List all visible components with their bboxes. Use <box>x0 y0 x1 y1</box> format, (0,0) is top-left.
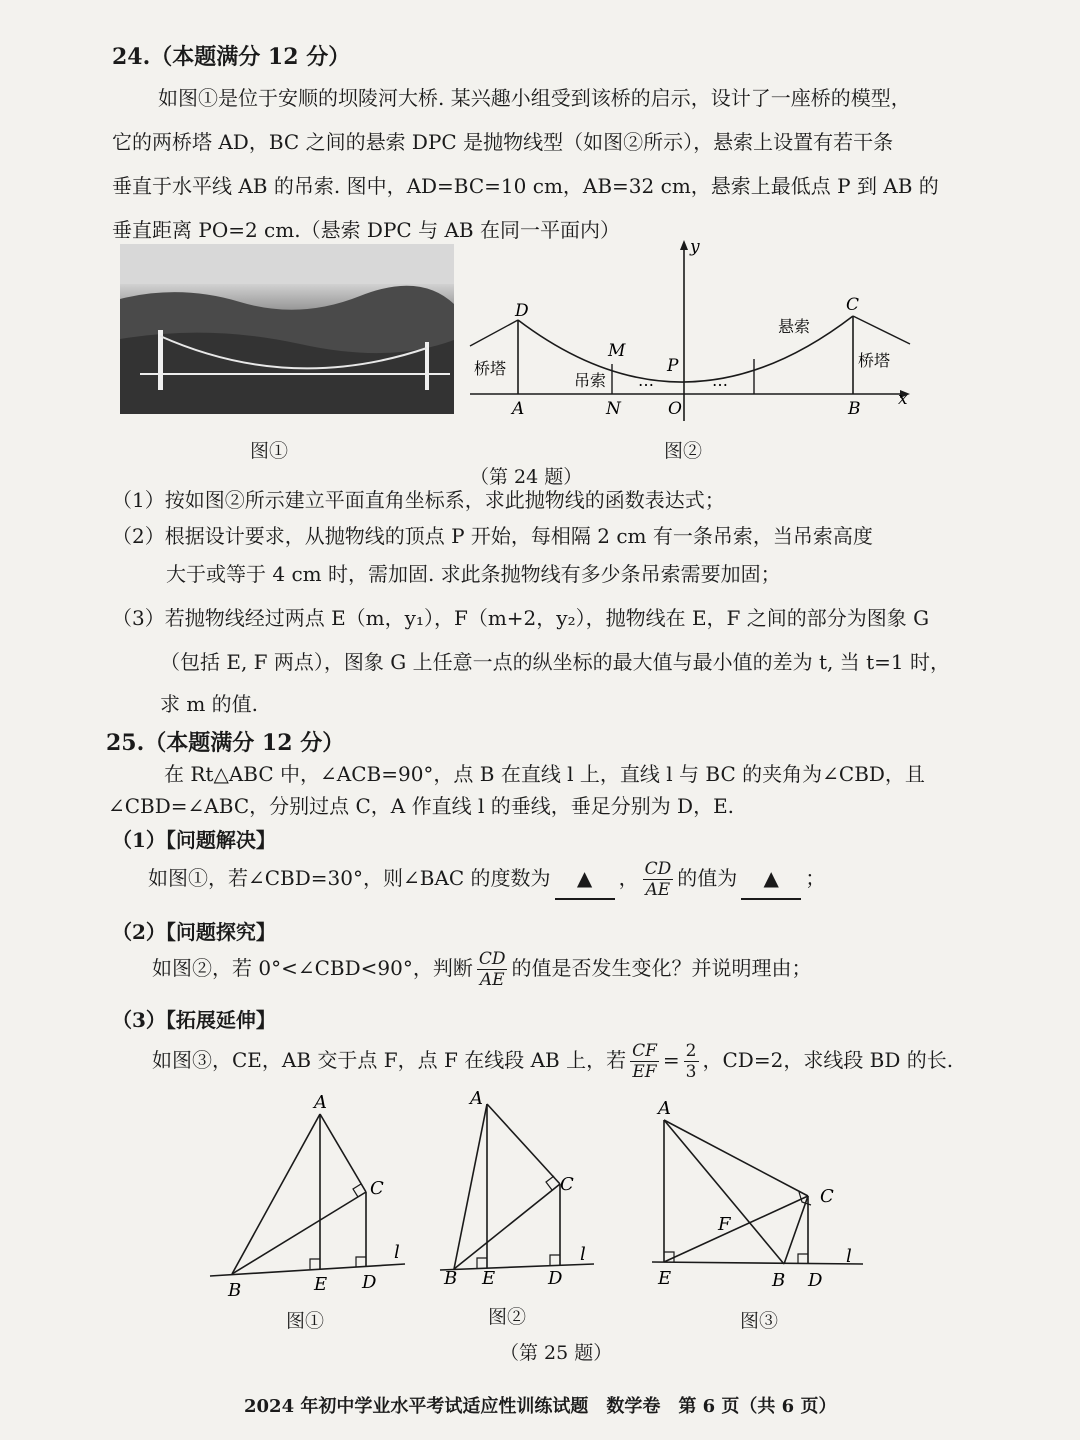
q25-p2-text-a: 如图②，若 0°<∠CBD<90°，判断 <box>152 956 473 980</box>
q25-line-1: 在 Rt△ABC 中，∠ACB=90°，点 B 在直线 l 上，直线 l 与 BC 的夹角为∠CBD，且 <box>164 762 925 786</box>
q25-caption: （第 25 题） <box>500 1342 613 1364</box>
bridge-diagram <box>460 236 930 426</box>
fraction-cd-ae <box>643 859 674 900</box>
svg-text:E: E <box>482 1268 496 1289</box>
label-tower-left: 桥塔 <box>474 359 507 378</box>
svg-text:B: B <box>772 1270 786 1291</box>
q24-part-3c: 求 m 的值. <box>160 692 259 716</box>
q24-part-3: （3）若抛物线经过两点 E（m，y₁），F（m+2，y₂），抛物线在 E，F 之间的部分为图象 G <box>112 606 930 630</box>
label-tower-right: 桥塔 <box>858 351 891 370</box>
q25-p2-text-b: 的值是否发生变化？并说明理由； <box>511 956 812 980</box>
fraction-cf-ef: $\frac{CF}{EF}$ <box>632 1041 657 1082</box>
dots-left: … <box>638 371 654 390</box>
svg-text:l: l <box>580 1244 586 1265</box>
q25-p1-text-b: ， <box>618 866 639 890</box>
fraction-2-3: $\frac{2}{3}$ <box>685 1041 697 1082</box>
bridge-photo <box>120 244 454 414</box>
label-D: D <box>515 301 529 321</box>
label-B: B <box>848 399 861 419</box>
q24-line-2: 它的两桥塔 AD，BC 之间的悬索 DPC 是抛物线型（如图②所示），悬索上设置有若干条 <box>112 130 894 154</box>
answer-blank-1: ▲ <box>555 858 615 900</box>
q24-fig1-label: 图① <box>250 440 289 462</box>
label-y: y <box>690 237 700 257</box>
q24-part-3b: （包括 E, F 两点），图象 G 上任意一点的纵坐标的最大值与最小值的差为 t, 当 t=1 时， <box>160 650 950 674</box>
q25-p3-line <box>152 1040 953 1082</box>
q25-figure-1 <box>200 1088 420 1304</box>
q25-p3-text-a: 如图③，CE，AB 交于点 F，点 F 在线段 AB 上，若 <box>152 1048 627 1072</box>
q25-fig3-label: 图③ <box>740 1310 779 1332</box>
fraction-cd-ae-2: $\frac{CD}{AE}$ <box>478 949 506 990</box>
q24-caption: （第 24 题） <box>470 466 583 488</box>
label-M: M <box>608 341 626 361</box>
q25-header: 25.（本题满分 12 分） <box>106 730 345 756</box>
svg-text:l: l <box>846 1246 852 1267</box>
q24-header: 24.（本题满分 12 分） <box>112 44 351 70</box>
q25-p3-eq: = <box>662 1048 680 1072</box>
q24-part-1: （1）按如图②所示建立平面直角坐标系，求此抛物线的函数表达式； <box>112 488 725 512</box>
svg-text:E: E <box>314 1274 328 1295</box>
svg-text:C: C <box>370 1178 384 1199</box>
q24-fig2-label: 图② <box>664 440 703 462</box>
label-x: x <box>898 389 908 409</box>
q25-p3-text-b: ，CD=2，求线段 BD 的长. <box>702 1048 954 1072</box>
svg-text:A: A <box>470 1088 483 1109</box>
svg-text:B: B <box>228 1280 242 1301</box>
dots-right: … <box>712 371 728 390</box>
q25-p1-title: （1）【问题解决】 <box>112 828 276 852</box>
q25-figure-2 <box>432 1084 602 1304</box>
q24-part-2: （2）根据设计要求，从抛物线的顶点 P 开始，每相隔 2 cm 有一条吊索，当吊索高度 <box>112 524 873 548</box>
svg-text:C: C <box>820 1186 834 1207</box>
fraction-cd-num: CD <box>644 859 672 879</box>
q24-line-4: 垂直距离 PO=2 cm.（悬索 DPC 与 AB 在同一平面内） <box>112 218 620 242</box>
label-hanger: 吊索 <box>574 371 607 390</box>
bridge-photo-art <box>120 244 454 414</box>
svg-text:l: l <box>394 1242 400 1263</box>
svg-text:D: D <box>362 1272 377 1293</box>
label-P: P <box>667 356 679 376</box>
svg-text:D: D <box>808 1270 823 1291</box>
q25-p1-text-d: ； <box>805 866 826 890</box>
label-C: C <box>846 295 860 315</box>
svg-text:C: C <box>560 1174 574 1195</box>
svg-text:F: F <box>718 1214 731 1235</box>
q25-figure-3 <box>648 1094 868 1304</box>
q25-p1-text-a: 如图①，若∠CBD=30°，则∠BAC 的度数为 <box>148 866 551 890</box>
q25-p1-text-c: 的值为 <box>677 866 738 890</box>
answer-blank-2: ▲ <box>741 858 801 900</box>
q24-part-2b: 大于或等于 4 cm 时，需加固. 求此条抛物线有多少条吊索需要加固； <box>166 562 781 586</box>
q25-p2-title: （2）【问题探究】 <box>112 920 276 944</box>
q25-line-2: ∠CBD=∠ABC，分别过点 C，A 作直线 l 的垂线，垂足分别为 D，E. <box>108 794 735 818</box>
q25-fig1-label: 图① <box>286 1310 325 1332</box>
label-O: O <box>668 399 682 419</box>
q25-p2-line <box>152 948 811 990</box>
q25-p3-title: （3）【拓展延伸】 <box>112 1008 276 1032</box>
page-footer: 2024 年初中学业水平考试适应性训练试题 数学卷 第 6 页（共 6 页） <box>244 1396 837 1417</box>
label-A: A <box>512 399 525 419</box>
svg-text:A: A <box>658 1098 671 1119</box>
fraction-ae-den: AE <box>645 880 671 900</box>
svg-text:B: B <box>444 1268 458 1289</box>
q24-line-3: 垂直于水平线 AB 的吊索. 图中，AD=BC=10 cm，AB=32 cm，悬索上最低点 P 到 AB 的 <box>112 174 939 198</box>
svg-text:A: A <box>314 1092 327 1113</box>
svg-text:E: E <box>658 1268 672 1289</box>
label-cable: 悬索 <box>778 317 811 336</box>
q25-p1-line <box>148 858 825 900</box>
q24-line-1: 如图①是位于安顺的坝陵河大桥. 某兴趣小组受到该桥的启示，设计了一座桥的模型， <box>158 86 911 110</box>
label-N: N <box>606 399 621 419</box>
svg-text:D: D <box>548 1268 563 1289</box>
q25-fig2-label: 图② <box>488 1306 527 1328</box>
